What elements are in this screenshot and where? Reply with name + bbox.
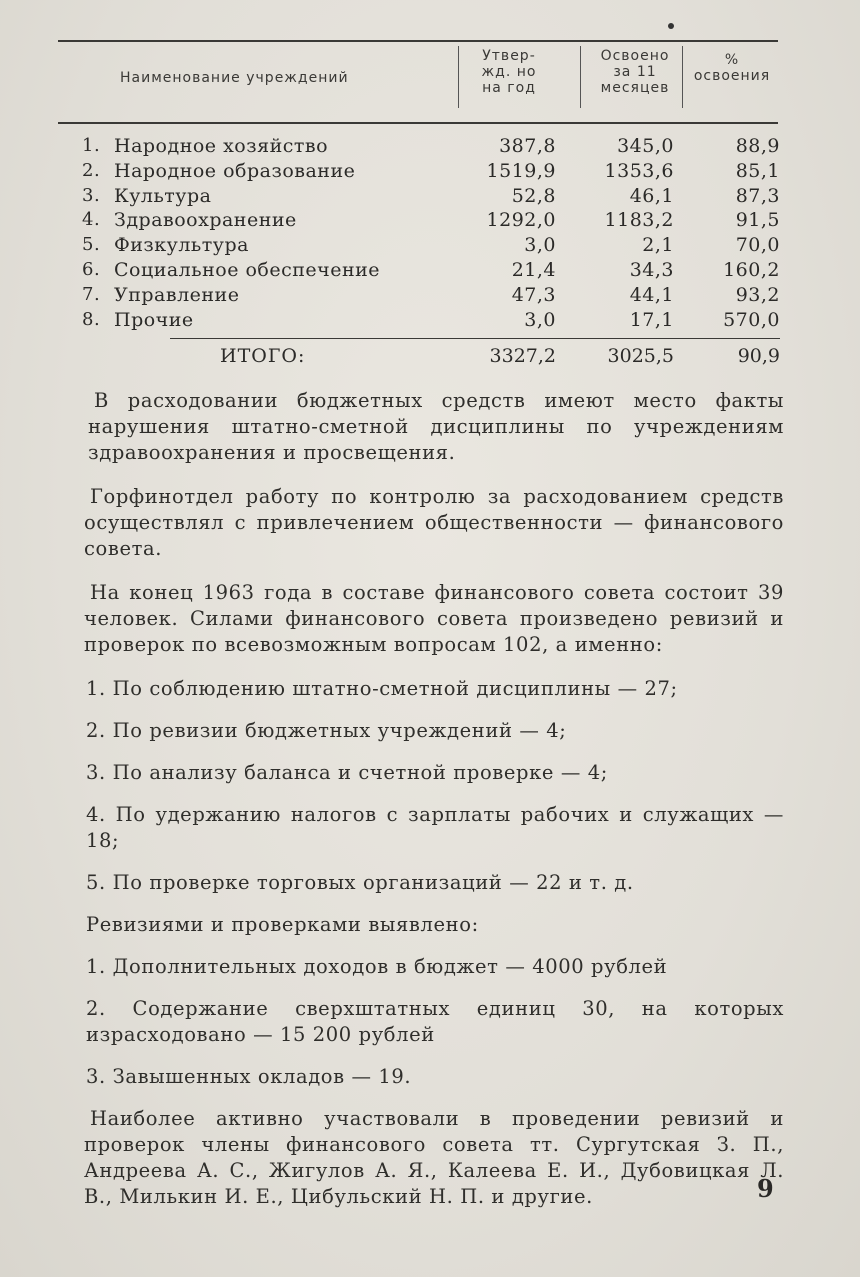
header-name: Наименование учреждений [120, 70, 349, 86]
table-rows [82, 134, 782, 332]
row-approved: 1292,0 [486, 209, 556, 232]
row-approved: 21,4 [511, 258, 556, 281]
row-number: 4. [82, 209, 101, 231]
row-number: 2. [82, 159, 101, 181]
paragraph: Горфинотдел работу по контролю за расходованием средств осуществлял с привлечением общественности — финансового совета. [84, 485, 784, 560]
row-spent: 1353,6 [604, 159, 674, 182]
table-header-rule [58, 122, 778, 124]
row-number: 6. [82, 258, 101, 280]
row-name: Физкультура [114, 234, 249, 257]
table-row [82, 283, 782, 308]
row-percent: 70,0 [735, 234, 780, 257]
row-name: Здравоохранение [114, 209, 297, 232]
total-percent: 90,9 [737, 345, 780, 367]
header-divider [682, 46, 683, 108]
total-spent: 3025,5 [607, 345, 674, 367]
table-row [82, 308, 782, 333]
row-number: 7. [82, 283, 101, 305]
row-approved: 47,3 [511, 283, 556, 306]
row-spent: 1183,2 [604, 209, 674, 232]
row-spent: 44,1 [629, 283, 674, 306]
header-spent: Освоено за 11 месяцев [600, 48, 670, 96]
row-number: 5. [82, 234, 101, 256]
row-spent: 2,1 [642, 234, 674, 257]
table-row [82, 159, 782, 184]
row-approved: 3,0 [524, 234, 556, 257]
row-spent: 345,0 [617, 135, 674, 157]
list-item: 3. Завышенных окладов — 19. [86, 1065, 412, 1088]
list-item: 3. По анализу баланса и счетной проверке — 4; [86, 761, 608, 784]
row-approved: 3,0 [524, 308, 556, 331]
paragraph: Ревизиями и проверками выявлено: [86, 913, 479, 936]
row-number: 1. [82, 135, 101, 156]
ink-speck [668, 23, 674, 29]
row-approved: 1519,9 [486, 159, 556, 182]
paragraph: В расходовании бюджетных средств имеют место факты нарушения штатно-сметной дисциплины по учреждениям здравоохранения и просвещения. [88, 389, 784, 464]
body-text [84, 388, 784, 1228]
row-name: Социальное обеспечение [114, 258, 381, 281]
total-rule [170, 338, 780, 339]
row-spent: 34,3 [629, 258, 674, 281]
row-name: Прочие [114, 308, 194, 331]
row-spent: 46,1 [629, 184, 674, 207]
list-item: 4. По удержанию налогов с зарплаты рабочих и служащих — 18; [86, 803, 784, 852]
header-percent: % освоения [693, 52, 771, 84]
table-row [82, 134, 782, 159]
table-top-rule [58, 40, 778, 42]
paragraph: На конец 1963 года в составе финансового совета состоит 39 человек. Силами финансового совета произведено ревизий и проверок по всевозможным вопросам 102, а именно: [84, 581, 784, 656]
row-percent: 91,5 [735, 209, 780, 232]
row-name: Народное образование [114, 159, 356, 182]
row-number: 8. [82, 308, 101, 330]
list-item: 2. Содержание сверхштатных единиц 30, на которых израсходовано — 15 200 рублей [86, 997, 784, 1046]
total-approved: 3327,2 [489, 345, 556, 367]
row-name: Управление [114, 283, 240, 306]
list-item: 5. По проверке торговых организаций — 22 и т. д. [86, 871, 634, 894]
row-percent: 87,3 [735, 184, 780, 207]
row-percent: 88,9 [735, 135, 780, 157]
total-row [82, 342, 782, 372]
table-row [82, 233, 782, 258]
row-percent: 93,2 [735, 283, 780, 306]
row-approved: 52,8 [511, 184, 556, 207]
table-row [82, 258, 782, 283]
header-approved: Утвер- жд. но на год [481, 48, 537, 96]
row-name: Культура [114, 184, 212, 207]
list-item: 2. По ревизии бюджетных учреждений — 4; [86, 719, 567, 742]
page-number: 9 [757, 1174, 774, 1203]
paragraph: Наиболее активно участвовали в проведении ревизий и проверок члены финансового совета тт. Сургутская З. П., Андреева А. С., Жигулов А. Я., Калеева Е. И., Дубовицкая Л. В., Милькин И. Е., Цибульский Н. П. и другие. [84, 1107, 784, 1208]
row-percent: 160,2 [723, 258, 780, 281]
table-row [82, 208, 782, 233]
list-item: 1. По соблюдению штатно-сметной дисциплины — 27; [86, 677, 678, 700]
total-label: ИТОГО: [220, 345, 306, 367]
table-row [82, 184, 782, 209]
row-number: 3. [82, 184, 101, 206]
row-percent: 85,1 [735, 159, 780, 182]
row-approved: 387,8 [499, 135, 556, 157]
row-percent: 570,0 [723, 308, 780, 331]
header-divider [458, 46, 459, 108]
row-name: Народное хозяйство [114, 135, 329, 157]
header-divider [580, 46, 581, 108]
list-item: 1. Дополнительных доходов в бюджет — 4000 рублей [86, 955, 668, 978]
row-spent: 17,1 [629, 308, 674, 331]
